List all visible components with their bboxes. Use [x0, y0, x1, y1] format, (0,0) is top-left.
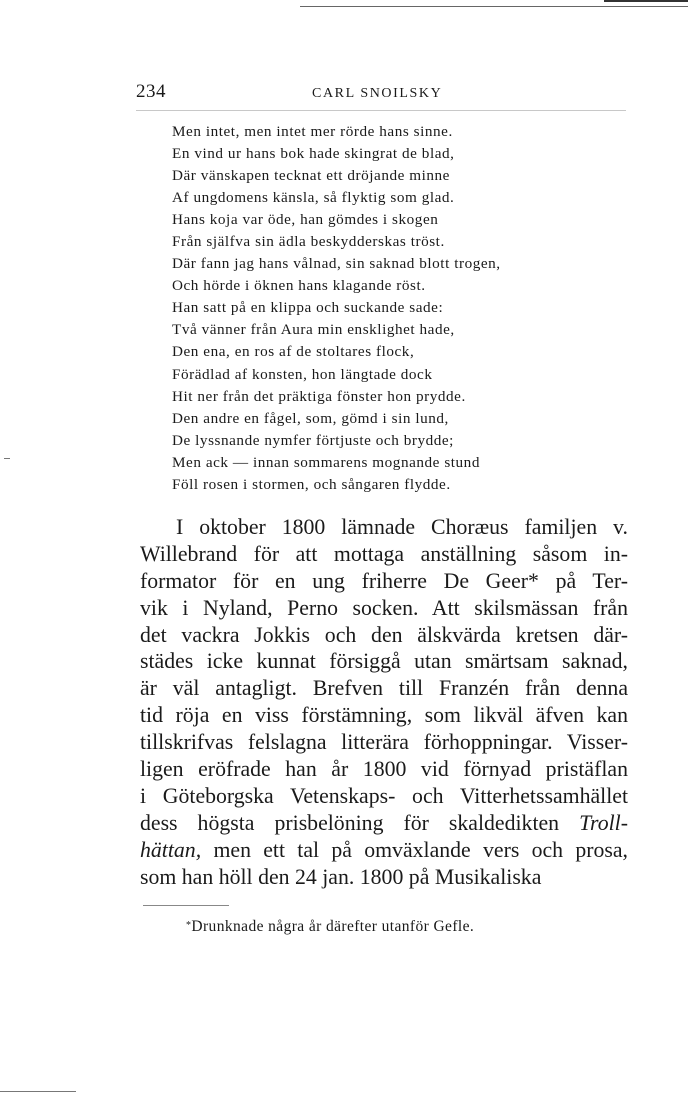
margin-mark — [4, 458, 10, 459]
prose-text: formator för en ung friherre De Geer — [140, 568, 529, 593]
footnote-marker: * — [186, 920, 192, 931]
poem-stanza — [172, 121, 501, 496]
prose-line: I oktober 1800 lämnade Choræus familjen v. — [176, 515, 628, 539]
poem-line: Den andre en fågel, som, gömd i sin lund, — [172, 409, 449, 427]
poem-line: De lyssnande nymfer förtjuste och brydde; — [172, 431, 454, 449]
prose-line: Willebrand för att mottaga anställning såsom in- — [140, 541, 628, 566]
poem-line: Där fann jag hans vålnad, sin saknad blott trogen, — [172, 255, 501, 273]
poem-line: Där vänskapen tecknat ett dröjande minne — [172, 167, 450, 185]
prose-line: vik i Nyland, Perno socken. Att skilsmässan från — [140, 595, 628, 620]
page-number: 234 — [136, 81, 166, 102]
poem-line: Två vänner från Aura min ensklighet hade, — [172, 321, 455, 339]
page-edge-line — [604, 0, 688, 2]
title-italic: Troll- — [579, 810, 628, 835]
prose-line — [140, 568, 628, 595]
poem-line: Af ungdomens känsla, så flyktig som glad. — [172, 189, 455, 207]
page-edge-line — [0, 1091, 76, 1092]
prose-line: som han höll den 24 jan. 1800 på Musikaliska — [140, 864, 542, 889]
title-italic: hättan, — [140, 837, 202, 862]
prose-line: i Göteborgska Vetenskaps- och Vitterhetssamhället — [140, 783, 628, 808]
poem-line: Han satt på en klippa och suckande sade: — [172, 299, 444, 317]
header-rule — [136, 110, 626, 111]
footnote — [186, 918, 474, 936]
poem-line: Föll rosen i stormen, och sångaren flydde. — [172, 475, 451, 493]
prose-text: dess högsta prisbelöning för skaldedikten — [140, 810, 560, 835]
poem-line: Och hörde i öknen hans klagande röst. — [172, 277, 426, 295]
page-edge-line — [300, 6, 688, 7]
prose-line: det vackra Jokkis och den älskvärda kretsen där- — [140, 622, 628, 647]
prose-line: ligen eröfrade han år 1800 vid förnyad pristäflan — [140, 757, 628, 782]
prose-line — [140, 810, 628, 837]
prose-line: städes icke kunnat försiggå utan smärtsam saknad, — [140, 649, 628, 674]
poem-line: Förädlad af konsten, hon längtade dock — [172, 365, 433, 383]
poem-line: Men ack — innan sommarens mognande stund — [172, 453, 480, 471]
poem-line: Den ena, en ros af de stoltares flock, — [172, 343, 415, 361]
prose-line: tillskrifvas felslagna litterära förhoppningar. Visser- — [140, 730, 628, 755]
prose-line: är väl antagligt. Brefven till Franzén från denna — [140, 676, 628, 701]
prose-line — [140, 837, 628, 864]
running-head: CARL SNOILSKY — [312, 86, 443, 101]
footnote-text: Drunknade några år därefter utanför Gefle. — [191, 918, 475, 935]
poem-line: Från själfva sin ädla beskydderskas tröst. — [172, 233, 445, 251]
poem-line: En vind ur hans bok hade skingrat de blad, — [172, 145, 455, 163]
prose-text: men ett tal på omväxlande vers och prosa, — [213, 837, 628, 862]
footnote-rule — [143, 905, 229, 906]
prose-line: tid röja en viss förstämning, som likväl äfven kan — [140, 703, 628, 728]
footnote-reference: * på Ter- — [528, 568, 628, 593]
poem-line: Hans koja var öde, han gömdes i skogen — [172, 211, 439, 229]
poem-line: Men intet, men intet mer rörde hans sinne. — [172, 123, 453, 140]
poem-line: Hit ner från det präktiga fönster hon prydde. — [172, 387, 466, 405]
body-paragraph — [140, 514, 628, 890]
